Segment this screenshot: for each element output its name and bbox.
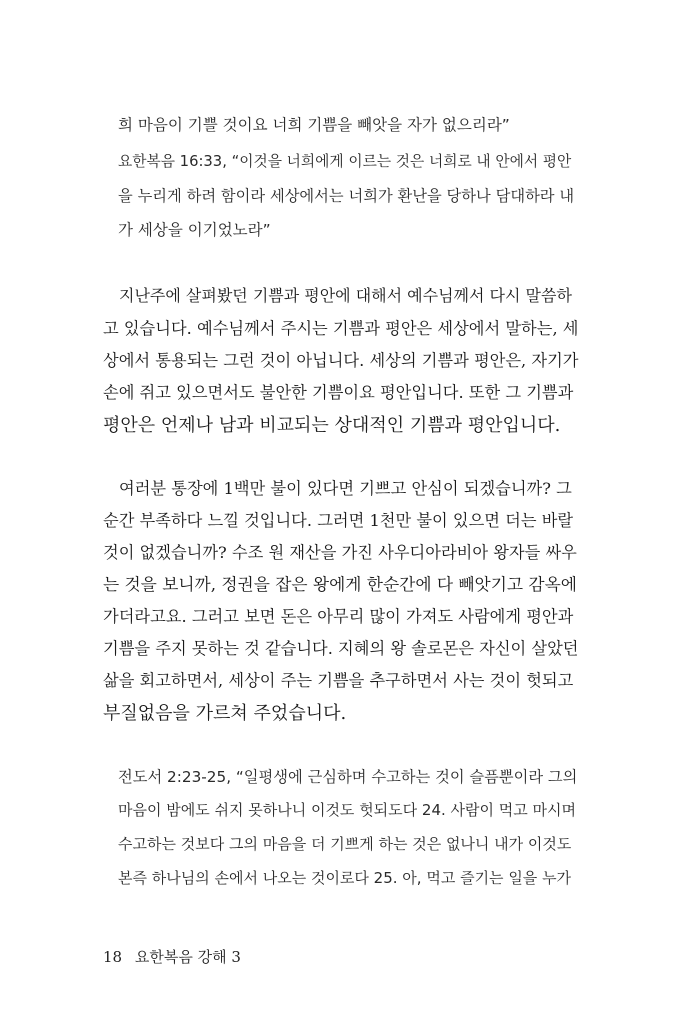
quote-line: 요한복음 16:33, “이것을 너희에게 이르는 것은 너희로 내 안에서 평안 xyxy=(118,153,572,170)
paragraph-line: 손에 쥐고 있으면서도 불안한 기쁨이요 평안입니다. 또한 그 기쁨과 xyxy=(103,383,574,402)
paragraph-line: 가더라고요. 그러고 보면 돈은 아무리 많이 가져도 사람에게 평안과 xyxy=(103,607,574,626)
page-number: 18 xyxy=(103,948,123,966)
page-footer xyxy=(103,946,241,967)
paragraph-line: 부질없음을 가르쳐 주었습니다. xyxy=(103,703,347,724)
paragraph-line: 평안은 언제나 남과 비교되는 상대적인 기쁨과 평안입니다. xyxy=(103,415,561,436)
paragraph-line: 상에서 통용되는 그런 것이 아닙니다. 세상의 기쁨과 평안은, 자기가 xyxy=(103,351,579,370)
quote-line: 전도서 2:23-25, “일평생에 근심하며 수고하는 것이 슬픔뿐이라 그의 xyxy=(118,768,578,786)
quote-line: 가 세상을 이기었노라” xyxy=(118,221,271,239)
paragraph-line: 순간 부족하다 느낄 것입니다. 그러면 1천만 불이 있으면 더는 바랄 xyxy=(103,511,574,530)
quote-line: 본즉 하나님의 손에서 나오는 것이로다 25. 아, 먹고 즐기는 일을 누가 xyxy=(118,869,572,887)
paragraph-line: 지난주에 살펴봤던 기쁨과 평안에 대해서 예수님께서 다시 말씀하 xyxy=(119,286,572,305)
paragraph-line: 는 것을 보니까, 정권을 잡은 왕에게 한순간에 다 빼앗기고 감옥에 xyxy=(103,574,577,594)
book-title: 요한복음 강해 3 xyxy=(134,948,241,966)
paragraph-line: 기쁨을 주지 못하는 것 같습니다. 지혜의 왕 솔로몬은 자신이 살았던 xyxy=(103,639,579,658)
quote-line: 을 누리게 하려 함이라 세상에서는 너희가 환난을 당하나 담대하라 내 xyxy=(118,187,575,205)
paragraph-line: 고 있습니다. 예수님께서 주시는 기쁨과 평안은 세상에서 말하는, 세 xyxy=(103,319,579,338)
paragraph-line: 삶을 회고하면서, 세상이 주는 기쁨을 추구하면서 사는 것이 헛되고 xyxy=(103,671,574,690)
paragraph-line: 여러분 통장에 1백만 불이 있다면 기쁘고 안심이 되겠습니까? 그 xyxy=(119,479,572,498)
quote-line: 수고하는 것보다 그의 마음을 더 기쁘게 하는 것은 없나니 내가 이것도 xyxy=(118,835,572,853)
quote-line: 희 마음이 기쁠 것이요 너희 기쁨을 빼앗을 자가 없으리라” xyxy=(118,116,510,134)
paragraph-line: 것이 없겠습니까? 수조 원 재산을 가진 사우디아라비아 왕자들 싸우 xyxy=(103,543,577,562)
quote-line: 마음이 밤에도 쉬지 못하나니 이것도 헛되도다 24. 사람이 먹고 마시며 xyxy=(118,801,577,819)
